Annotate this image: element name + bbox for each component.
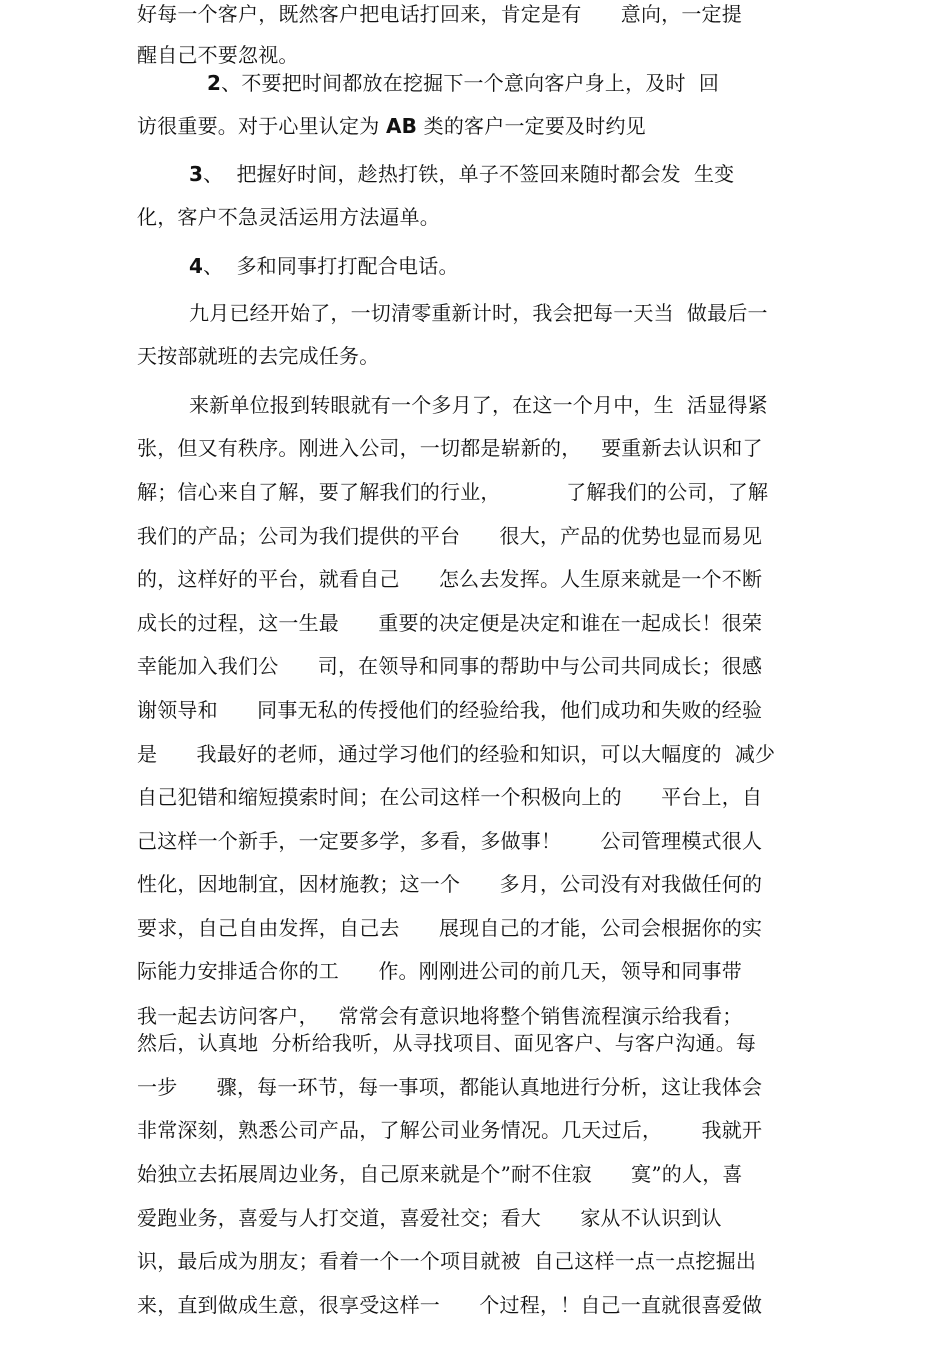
text-line-11: 张，但又有秩序。刚进入公司，一切都是崭新的， 要重新去认识和了 — [137, 436, 763, 460]
text-line-19: 自己犯错和缩短摸索时间；在公司这样一个积极向上的 平台上，自 — [137, 785, 763, 809]
list-number: 2 — [207, 71, 222, 95]
list-number: 3 — [189, 162, 204, 186]
text-line-9: 天按部就班的去完成任务。 — [137, 344, 380, 368]
text-line-8: 九月已经开始了，一切清零重新计时，我会把每一天当 做最后一 — [189, 301, 768, 325]
text-line-20: 己这样一个新手，一定要多学，多看，多做事！ 公司管理模式很人 — [137, 829, 763, 853]
text-segment: 访很重要。对于心里认定为 — [137, 114, 386, 138]
text-line-21: 性化，因地制宜，因材施教；这一个 多月，公司没有对我做任何的 — [137, 872, 763, 896]
list-number: 4 — [189, 254, 204, 278]
list-item-4 — [189, 252, 459, 280]
text-line-23: 际能力安排适合你的工 作。刚刚进公司的前几天，领导和同事带 — [137, 959, 742, 983]
text-line-31: 来，直到做成生意，很享受这样一 个过程，！自己一直就很喜爱做 — [137, 1293, 763, 1317]
list-text: 、 多和同事打打配合电话。 — [203, 254, 459, 278]
text-segment: 类的客户一定要及时约见 — [417, 114, 646, 138]
text-line-2: 醒自己不要忽视。 — [137, 43, 299, 67]
text-line-13: 我们的产品；公司为我们提供的平台 很大，产品的优势也显而易见 — [137, 524, 763, 548]
bold-term: AB — [385, 114, 418, 138]
text-line-14: 的，这样好的平台，就看自己 怎么去发挥。人生原来就是一个不断 — [137, 567, 763, 591]
text-line-28: 始独立去拓展周边业务，自己原来就是个”耐不住寂 寞”的人，喜 — [137, 1162, 743, 1186]
text-line-29: 爱跑业务，喜爱与人打交道，喜爱社交；看大 家从不认识到认 — [137, 1206, 722, 1230]
list-text: 、不要把时间都放在挖掘下一个意向客户身上，及时 回 — [221, 71, 720, 95]
list-text: 、 把握好时间，趁热打铁，单子不签回来随时都会发 生变 — [203, 162, 735, 186]
text-line-12: 解；信心来自了解，要了解我们的行业， 了解我们的公司，了解 — [137, 480, 769, 504]
text-line-15: 成长的过程，这一生最 重要的决定便是决定和谁在一起成长！很荣 — [137, 611, 763, 635]
text-line-16: 幸能加入我们公 司，在领导和同事的帮助中与公司共同成长；很感 — [137, 654, 763, 678]
text-line-26: 一步 骤，每一环节，每一事项，都能认真地进行分析，这让我体会 — [137, 1075, 763, 1099]
list-item-3 — [189, 160, 734, 188]
text-line-6: 化，客户不急灵活运用方法逼单。 — [137, 205, 440, 229]
text-line-27: 非常深刻，熟悉公司产品，了解公司业务情况。几天过后， 我就开 — [137, 1118, 763, 1142]
text-line-17: 谢领导和 同事无私的传授他们的经验给我，他们成功和失败的经验 — [137, 698, 763, 722]
text-line-25: 然后，认真地 分析给我听，从寻找项目、面见客户、与客户沟通。每 — [137, 1031, 757, 1055]
text-line-22: 要求，自己自由发挥，自己去 展现自己的才能，公司会根据你的实 — [137, 916, 763, 940]
text-line-10: 来新单位报到转眼就有一个多月了，在这一个月中，生 活显得紧 — [189, 393, 768, 417]
text-line-24: 我一起去访问客户， 常常会有意识地将整个销售流程演示给我看； — [137, 1004, 743, 1028]
list-item-2 — [207, 69, 719, 97]
text-line-4 — [137, 112, 646, 140]
text-line-18: 是 我最好的老师，通过学习他们的经验和知识，可以大幅度的 减少 — [137, 742, 776, 766]
text-line-30: 识，最后成为朋友；看着一个一个项目就被 自己这样一点一点挖掘出 — [137, 1249, 757, 1273]
text-line-1: 好每一个客户，既然客户把电话打回来，肯定是有 意向，一定提 — [137, 2, 742, 26]
